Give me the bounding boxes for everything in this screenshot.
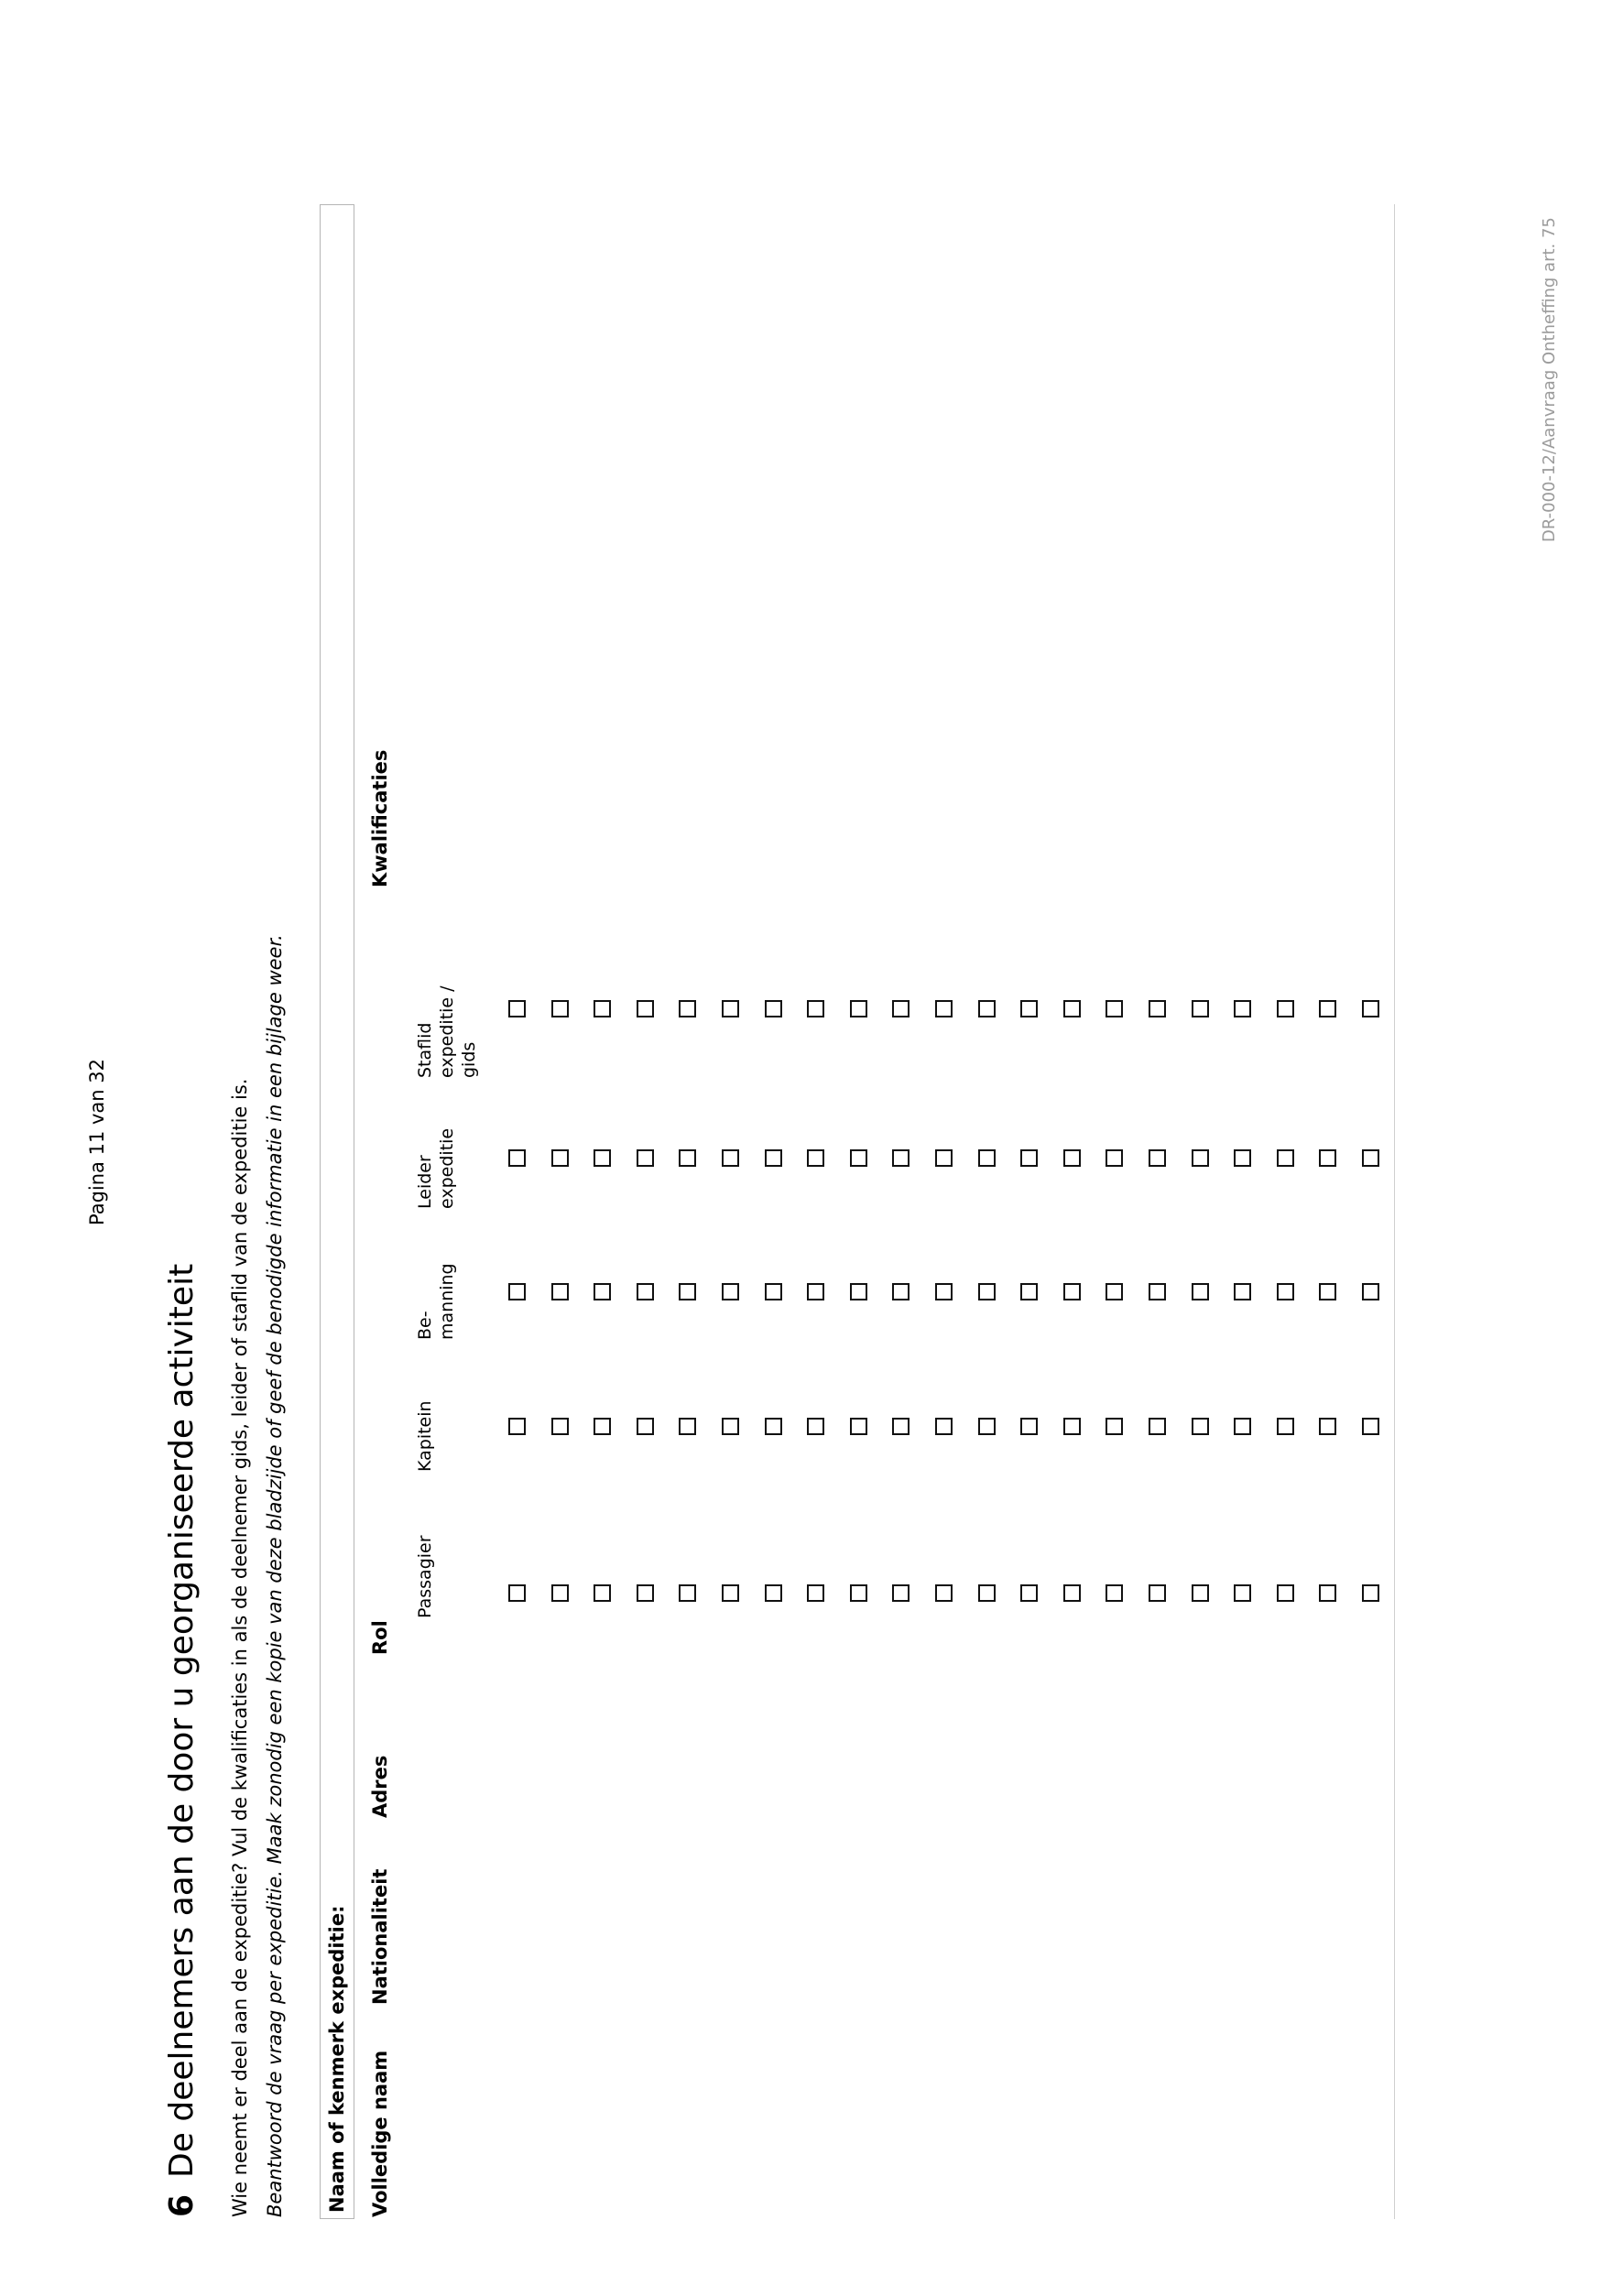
checkbox-staflid[interactable] (637, 1000, 654, 1017)
checkbox-passagier[interactable] (1362, 1584, 1379, 1602)
checkbox-kapitein[interactable] (935, 1418, 953, 1435)
checkbox-bemanning[interactable] (508, 1283, 526, 1300)
checkbox-passagier[interactable] (765, 1584, 782, 1602)
checkbox-leider[interactable] (850, 1149, 867, 1167)
checkbox-passagier[interactable] (637, 1584, 654, 1602)
checkbox-leider[interactable] (508, 1149, 526, 1167)
checkbox-kapitein[interactable] (551, 1418, 569, 1435)
checkbox-bemanning[interactable] (807, 1283, 824, 1300)
checkbox-leider[interactable] (935, 1149, 953, 1167)
checkbox-staflid[interactable] (1106, 1000, 1123, 1017)
checkbox-kapitein[interactable] (978, 1418, 996, 1435)
checkbox-kapitein[interactable] (1063, 1418, 1081, 1435)
checkbox-bemanning[interactable] (1020, 1283, 1038, 1300)
checkbox-bemanning[interactable] (551, 1283, 569, 1300)
checkbox-kapitein[interactable] (722, 1418, 739, 1435)
checkbox-passagier[interactable] (892, 1584, 910, 1602)
checkbox-staflid[interactable] (978, 1000, 996, 1017)
checkbox-passagier[interactable] (807, 1584, 824, 1602)
checkbox-leider[interactable] (1020, 1149, 1038, 1167)
checkbox-bemanning[interactable] (1106, 1283, 1123, 1300)
checkbox-staflid[interactable] (935, 1000, 953, 1017)
checkbox-leider[interactable] (637, 1149, 654, 1167)
checkbox-bemanning[interactable] (1362, 1283, 1379, 1300)
checkbox-staflid[interactable] (722, 1000, 739, 1017)
checkbox-staflid[interactable] (765, 1000, 782, 1017)
checkbox-staflid[interactable] (1362, 1000, 1379, 1017)
checkbox-passagier[interactable] (1234, 1584, 1251, 1602)
checkbox-bemanning[interactable] (1319, 1283, 1336, 1300)
checkbox-passagier[interactable] (850, 1584, 867, 1602)
checkbox-staflid[interactable] (508, 1000, 526, 1017)
checkbox-leider[interactable] (892, 1149, 910, 1167)
checkbox-bemanning[interactable] (1063, 1283, 1081, 1300)
checkbox-bemanning[interactable] (892, 1283, 910, 1300)
checkbox-staflid[interactable] (1319, 1000, 1336, 1017)
column-full-name: Volledige naam (369, 2050, 391, 2217)
checkbox-passagier[interactable] (935, 1584, 953, 1602)
checkbox-kapitein[interactable] (1106, 1418, 1123, 1435)
checkbox-passagier[interactable] (1149, 1584, 1166, 1602)
checkbox-staflid[interactable] (1192, 1000, 1209, 1017)
role-header-staflid: Staflid expeditie / gids (415, 985, 479, 1078)
checkbox-bemanning[interactable] (1192, 1283, 1209, 1300)
document-code: DR-000-12/Aanvraag Ontheffing art. 75 (1540, 217, 1559, 542)
checkbox-passagier[interactable] (594, 1584, 611, 1602)
checkbox-passagier[interactable] (1020, 1584, 1038, 1602)
checkbox-staflid[interactable] (594, 1000, 611, 1017)
checkbox-kapitein[interactable] (594, 1418, 611, 1435)
checkbox-passagier[interactable] (508, 1584, 526, 1602)
checkbox-passagier[interactable] (1192, 1584, 1209, 1602)
checkbox-staflid[interactable] (807, 1000, 824, 1017)
checkbox-kapitein[interactable] (1192, 1418, 1209, 1435)
checkbox-kapitein[interactable] (1277, 1418, 1294, 1435)
checkbox-bemanning[interactable] (850, 1283, 867, 1300)
checkbox-leider[interactable] (1149, 1149, 1166, 1167)
instruction-text: Wie neemt er deel aan de expeditie? Vul de kwalificaties in als de deelnemer gids, leider of staflid van de expeditie is. (229, 1078, 251, 2217)
checkbox-leider[interactable] (1063, 1149, 1081, 1167)
checkbox-bemanning[interactable] (765, 1283, 782, 1300)
checkbox-bemanning[interactable] (594, 1283, 611, 1300)
checkbox-kapitein[interactable] (850, 1418, 867, 1435)
checkbox-kapitein[interactable] (1362, 1418, 1379, 1435)
checkbox-bemanning[interactable] (1149, 1283, 1166, 1300)
footer-divider (1394, 204, 1395, 2219)
role-header-kapitein: Kapitein (415, 1400, 435, 1472)
role-header-leider: Leider expeditie (415, 1127, 457, 1209)
checkbox-kapitein[interactable] (1234, 1418, 1251, 1435)
checkbox-staflid[interactable] (1234, 1000, 1251, 1017)
checkbox-staflid[interactable] (892, 1000, 910, 1017)
checkbox-bemanning[interactable] (1234, 1283, 1251, 1300)
section-number: 6 (163, 2193, 201, 2217)
checkbox-leider[interactable] (551, 1149, 569, 1167)
role-header-bemanning: Be- manning (415, 1263, 457, 1340)
checkbox-passagier[interactable] (1063, 1584, 1081, 1602)
checkbox-kapitein[interactable] (1020, 1418, 1038, 1435)
checkbox-leider[interactable] (765, 1149, 782, 1167)
checkbox-passagier[interactable] (978, 1584, 996, 1602)
checkbox-leider[interactable] (1362, 1149, 1379, 1167)
checkbox-leider[interactable] (978, 1149, 996, 1167)
checkbox-bemanning[interactable] (935, 1283, 953, 1300)
checkbox-staflid[interactable] (551, 1000, 569, 1017)
section-heading (163, 1264, 201, 2217)
checkbox-bemanning[interactable] (679, 1283, 696, 1300)
checkbox-leider[interactable] (1192, 1149, 1209, 1167)
expedition-name-field[interactable] (320, 204, 354, 2219)
checkbox-leider[interactable] (1277, 1149, 1294, 1167)
column-role: Rol (369, 1620, 391, 1655)
role-header-passagier: Passagier (415, 1535, 435, 1618)
checkbox-kapitein[interactable] (765, 1418, 782, 1435)
checkbox-passagier[interactable] (722, 1584, 739, 1602)
checkbox-leider[interactable] (1106, 1149, 1123, 1167)
checkbox-passagier[interactable] (551, 1584, 569, 1602)
column-address: Adres (369, 1755, 391, 1818)
checkbox-leider[interactable] (807, 1149, 824, 1167)
checkbox-passagier[interactable] (1277, 1584, 1294, 1602)
checkbox-leider[interactable] (722, 1149, 739, 1167)
checkbox-leider[interactable] (1234, 1149, 1251, 1167)
checkbox-kapitein[interactable] (1149, 1418, 1166, 1435)
checkbox-kapitein[interactable] (1319, 1418, 1336, 1435)
checkbox-kapitein[interactable] (508, 1418, 526, 1435)
checkbox-passagier[interactable] (1319, 1584, 1336, 1602)
checkbox-kapitein[interactable] (679, 1418, 696, 1435)
page-number: Pagina 11 van 32 (86, 1059, 108, 1226)
checkbox-staflid[interactable] (850, 1000, 867, 1017)
checkbox-bemanning[interactable] (978, 1283, 996, 1300)
note-text: Beantwoord de vraag per expeditie. Maak zonodig een kopie van deze bladzijde of geef de benodigde informatie in een bijlage weer. (264, 934, 286, 2217)
checkbox-kapitein[interactable] (637, 1418, 654, 1435)
checkbox-bemanning[interactable] (722, 1283, 739, 1300)
checkbox-bemanning[interactable] (637, 1283, 654, 1300)
checkbox-leider[interactable] (1319, 1149, 1336, 1167)
checkbox-leider[interactable] (679, 1149, 696, 1167)
checkbox-staflid[interactable] (1020, 1000, 1038, 1017)
checkbox-bemanning[interactable] (1277, 1283, 1294, 1300)
checkbox-staflid[interactable] (1063, 1000, 1081, 1017)
checkbox-staflid[interactable] (1149, 1000, 1166, 1017)
checkbox-staflid[interactable] (679, 1000, 696, 1017)
expedition-name-label: Naam of kenmerk expeditie: (326, 1905, 348, 2213)
column-nationality: Nationaliteit (369, 1868, 391, 2005)
checkbox-passagier[interactable] (679, 1584, 696, 1602)
checkbox-kapitein[interactable] (892, 1418, 910, 1435)
checkbox-staflid[interactable] (1277, 1000, 1294, 1017)
checkbox-kapitein[interactable] (807, 1418, 824, 1435)
checkbox-leider[interactable] (594, 1149, 611, 1167)
column-qualifications: Kwalificaties (369, 749, 391, 887)
section-title: De deelnemers aan de door u georganiseerde activiteit (163, 1263, 201, 2178)
checkbox-passagier[interactable] (1106, 1584, 1123, 1602)
